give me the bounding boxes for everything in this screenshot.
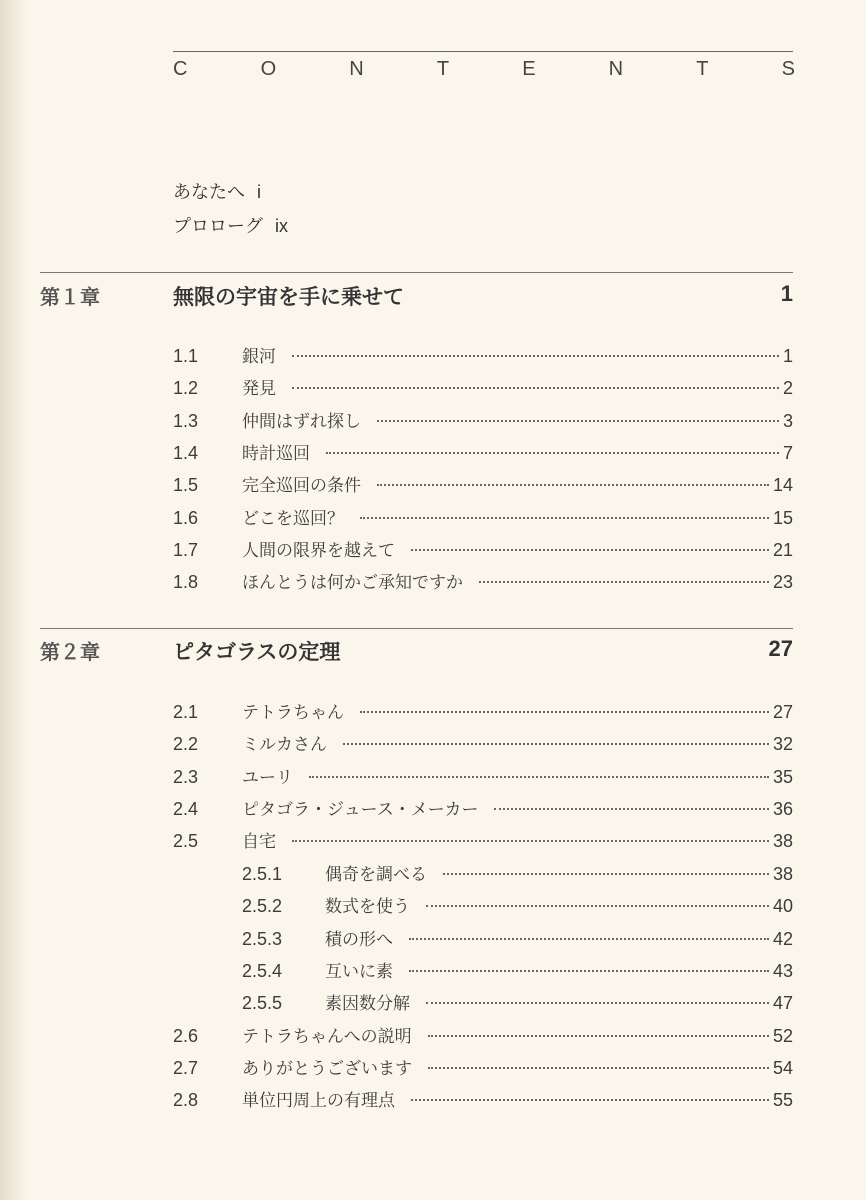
toc-entry[interactable] xyxy=(173,827,793,851)
chapter-title: ピタゴラスの定理 xyxy=(173,640,341,664)
section-title: 完全巡回の条件 xyxy=(242,476,361,496)
header-rule xyxy=(173,51,793,52)
section-page: 7 xyxy=(782,443,793,463)
section-title: テトラちゃん xyxy=(242,703,344,723)
section-number: 1.3 xyxy=(173,411,199,431)
section-title: どこを巡回？ xyxy=(242,509,344,529)
section-page: 27 xyxy=(772,702,793,722)
subsection-number: 2.5.2 xyxy=(242,896,283,916)
subsection-number: 2.5.1 xyxy=(242,864,283,884)
section-number: 2.4 xyxy=(173,799,199,819)
heading-letter: C xyxy=(173,58,188,80)
section-page: 23 xyxy=(772,572,793,592)
subsection-page: 40 xyxy=(772,896,793,916)
dot-leader xyxy=(360,711,769,713)
toc-entry[interactable] xyxy=(173,439,793,463)
toc-subentry[interactable] xyxy=(242,925,793,949)
dot-leader xyxy=(428,1067,769,1069)
section-page: 3 xyxy=(782,411,793,431)
section-number: 1.1 xyxy=(173,346,199,366)
section-title: テトラちゃんへの説明 xyxy=(242,1027,412,1047)
page-gutter-shadow xyxy=(0,0,30,1200)
section-number: 1.4 xyxy=(173,443,199,463)
dot-leader xyxy=(309,776,769,778)
chapter-number: 第１章 xyxy=(40,285,100,309)
dot-leader xyxy=(292,840,769,842)
section-page: 35 xyxy=(772,767,793,787)
toc-subentry[interactable] xyxy=(242,860,793,884)
section-number: 2.5 xyxy=(173,831,199,851)
section-page: 1 xyxy=(782,346,793,366)
dot-leader xyxy=(443,873,769,875)
heading-letter: T xyxy=(436,58,450,80)
section-page: 2 xyxy=(782,378,793,398)
subsection-number: 2.5.4 xyxy=(242,961,283,981)
chapter-2-heading[interactable] xyxy=(40,636,793,666)
toc-entry[interactable] xyxy=(173,795,793,819)
chapter-title: 無限の宇宙を手に乗せて xyxy=(173,285,404,309)
toc-subentry[interactable] xyxy=(242,892,793,916)
section-page: 54 xyxy=(772,1058,793,1078)
toc-entry[interactable] xyxy=(173,471,793,495)
subsection-number: 2.5.5 xyxy=(242,993,283,1013)
front-matter-title: プロローグ xyxy=(173,216,263,237)
dot-leader xyxy=(426,1002,769,1004)
subsection-title: 偶奇を調べる xyxy=(325,865,427,885)
section-number: 2.8 xyxy=(173,1090,199,1110)
section-page: 36 xyxy=(772,799,793,819)
subsection-title: 数式を使う xyxy=(325,897,410,917)
dot-leader xyxy=(360,517,769,519)
section-title: ピタゴラ・ジュース・メーカー xyxy=(242,800,479,820)
heading-letter: N xyxy=(349,58,364,80)
chapter-page: 27 xyxy=(768,636,793,661)
section-page: 14 xyxy=(772,475,793,495)
dot-leader xyxy=(409,938,769,940)
section-number: 2.3 xyxy=(173,767,199,787)
subsection-title: 積の形へ xyxy=(325,930,393,950)
section-number: 2.7 xyxy=(173,1058,199,1078)
dot-leader xyxy=(343,743,769,745)
subsection-page: 42 xyxy=(772,929,793,949)
subsection-title: 素因数分解 xyxy=(325,994,410,1014)
front-matter-page: ix xyxy=(275,216,288,236)
section-title: ミルカさん xyxy=(242,735,327,755)
section-title: 発見 xyxy=(242,379,276,399)
section-page: 38 xyxy=(772,831,793,851)
section-number: 2.1 xyxy=(173,702,199,722)
dot-leader xyxy=(494,808,768,810)
section-number: 1.6 xyxy=(173,508,199,528)
section-page: 52 xyxy=(772,1026,793,1046)
toc-subentry[interactable] xyxy=(242,989,793,1013)
dot-leader xyxy=(292,387,779,389)
front-matter-page: i xyxy=(257,182,261,202)
chapter-1-heading[interactable] xyxy=(40,281,793,311)
dot-leader xyxy=(411,549,769,551)
dot-leader xyxy=(326,452,779,454)
section-number: 1.2 xyxy=(173,378,199,398)
section-title: ユーリ xyxy=(242,768,293,788)
heading-letter: S xyxy=(781,58,795,80)
heading-letter: E xyxy=(522,58,536,80)
dot-leader xyxy=(292,355,779,357)
chapter-number: 第２章 xyxy=(40,640,100,664)
toc-entry[interactable] xyxy=(173,342,793,366)
section-title: 時計巡回 xyxy=(242,444,310,464)
subsection-number: 2.5.3 xyxy=(242,929,283,949)
front-matter-item[interactable] xyxy=(173,212,288,238)
dot-leader xyxy=(428,1035,769,1037)
section-number: 1.8 xyxy=(173,572,199,592)
toc-entry[interactable] xyxy=(173,698,793,722)
dot-leader xyxy=(409,970,769,972)
section-title: 人間の限界を越えて xyxy=(242,541,395,561)
heading-letter: N xyxy=(608,58,624,80)
chapter-rule xyxy=(40,272,793,273)
section-number: 1.7 xyxy=(173,540,199,560)
subsection-page: 47 xyxy=(772,993,793,1013)
toc-entry[interactable] xyxy=(173,407,793,431)
toc-entry[interactable] xyxy=(173,763,793,787)
section-page: 55 xyxy=(772,1090,793,1110)
heading-letter: O xyxy=(260,58,277,80)
dot-leader xyxy=(411,1099,769,1101)
dot-leader xyxy=(479,581,769,583)
section-number: 2.6 xyxy=(173,1026,199,1046)
toc-entry[interactable] xyxy=(173,730,793,754)
section-title: ありがとうございます xyxy=(242,1059,412,1079)
toc-entry[interactable] xyxy=(173,1022,793,1046)
subsection-title: 互いに素 xyxy=(325,962,393,982)
toc-entry[interactable] xyxy=(173,1086,793,1110)
toc-entry[interactable] xyxy=(173,1054,793,1078)
section-number: 1.5 xyxy=(173,475,199,495)
heading-letter: T xyxy=(696,58,709,80)
section-page: 32 xyxy=(772,734,793,754)
subsection-page: 43 xyxy=(772,961,793,981)
toc-entry[interactable] xyxy=(173,536,793,560)
section-number: 2.2 xyxy=(173,734,199,754)
dot-leader xyxy=(377,484,769,486)
section-title: 仲間はずれ探し xyxy=(242,412,361,432)
contents-heading xyxy=(173,58,795,81)
toc-entry[interactable] xyxy=(173,568,793,592)
section-title: 銀河 xyxy=(242,347,276,367)
section-page: 15 xyxy=(772,508,793,528)
section-title: ほんとうは何かご承知ですか xyxy=(242,573,463,593)
chapter-page: 1 xyxy=(780,281,793,306)
toc-entry[interactable] xyxy=(173,504,793,528)
chapter-rule xyxy=(40,628,793,629)
section-title: 単位円周上の有理点 xyxy=(242,1091,395,1111)
section-title: 自宅 xyxy=(242,832,276,852)
dot-leader xyxy=(426,905,769,907)
toc-subentry[interactable] xyxy=(242,957,793,981)
subsection-page: 38 xyxy=(772,864,793,884)
section-page: 21 xyxy=(772,540,793,560)
toc-entry[interactable] xyxy=(173,374,793,398)
dot-leader xyxy=(377,420,779,422)
front-matter-item[interactable] xyxy=(173,178,261,204)
front-matter-title: あなたへ xyxy=(173,182,245,203)
